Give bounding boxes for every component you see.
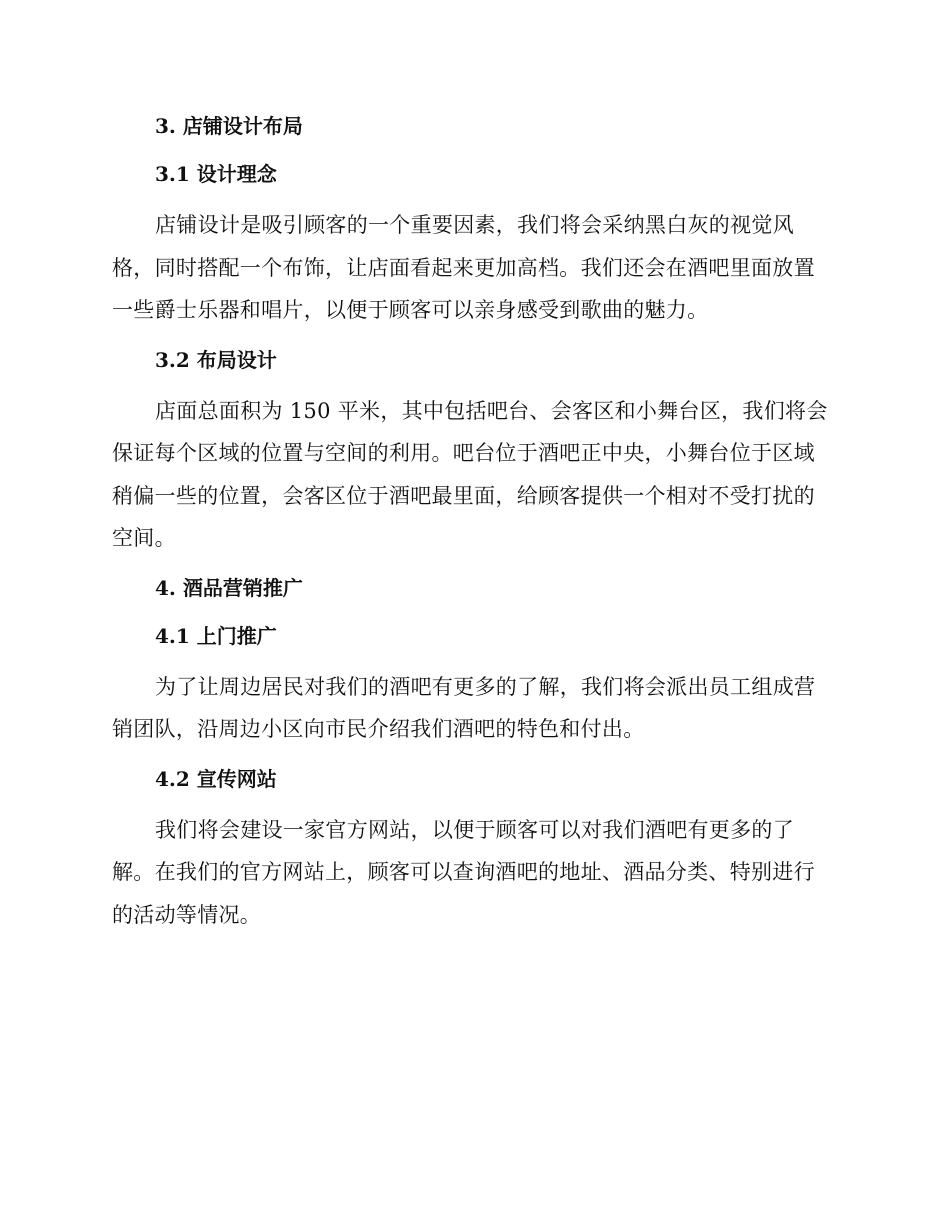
paragraph-design-concept (112, 204, 832, 332)
section-heading-store-design: 3. 店铺设计布局 (155, 114, 303, 138)
section-heading-website: 4.2 宣传网站 (155, 766, 277, 791)
section-heading-marketing: 4. 酒品营销推广 (155, 575, 303, 600)
section-heading-door-to-door: 4.1 上门推广 (155, 623, 277, 648)
paragraph-line: 的活动等情况。 (112, 902, 262, 927)
paragraph-line: 一些爵士乐器和唱片，以便于顾客可以亲身感受到歌曲的魅力。 (112, 298, 709, 322)
paragraph-line: 店面总面积为 150 平米，其中包括吧台、会客区和小舞台区，我们将会 (155, 398, 828, 423)
section-heading-design-concept: 3.1 设计理念 (155, 162, 277, 186)
paragraph-line: 保证每个区域的位置与空间的利用。吧台位于酒吧正中央，小舞台位于区域 (112, 441, 815, 465)
paragraph-line: 店铺设计是吸引顾客的一个重要因素，我们将会采纳黑白灰的视觉风 (155, 213, 794, 237)
paragraph-line: 空间。 (112, 526, 176, 550)
paragraph-line: 格，同时搭配一个布饰，让店面看起来更加高档。我们还会在酒吧里面放置 (112, 255, 815, 280)
paragraph-line: 解。在我们的官方网站上，顾客可以查询酒吧的地址、酒品分类、特别进行 (112, 860, 815, 884)
paragraph-line: 我们将会建设一家官方网站，以便于顾客可以对我们酒吧有更多的了 (155, 817, 794, 842)
section-heading-layout-design: 3.2 布局设计 (155, 347, 277, 372)
paragraph-line: 稍偏一些的位置，会客区位于酒吧最里面，给顾客提供一个相对不受打扰的 (112, 483, 815, 508)
paragraph-layout-design (112, 390, 832, 560)
paragraph-line: 销团队，沿周边小区向市民介绍我们酒吧的特色和付出。 (112, 717, 645, 741)
document-body (112, 108, 832, 946)
paragraph-website (112, 809, 832, 937)
paragraph-door-to-door (112, 666, 832, 751)
paragraph-line: 为了让周边居民对我们的酒吧有更多的了解，我们将会派出员工组成营 (155, 674, 816, 699)
